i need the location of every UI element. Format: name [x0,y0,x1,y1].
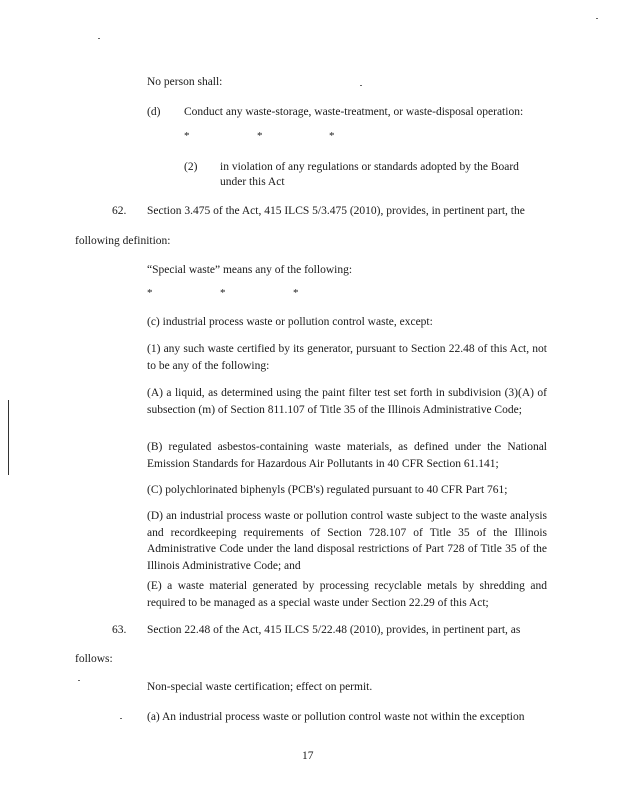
scan-speck [98,38,100,39]
clause-D-text: (D) an industrial process waste or pollution control waste subject to the waste analysis and recordkeeping requirements of Section 728.107 of Title 35 of the Illinois Administrative Code under the land disposal restrictions of Part 728 of Title 35 of the Illinois Administrative Code; and [147,510,547,573]
item-2-line2: under this Act [220,176,285,188]
clause-E-text: (E) a waste material generated by processing recyclable metals by shredding and required to be managed as a special waste under Section 22.29 of this Act; [147,580,547,609]
paragraph-63-line2: follows: [75,653,113,665]
clause-C-text: (C) polychlorinated biphenyls (PCB's) regulated pursuant to 40 CFR Part 761; [147,484,508,496]
paragraph-63-line1: Section 22.48 of the Act, 415 ILCS 5/22.48 (2010), provides, in pertinent part, as [147,624,521,636]
item-d-label: (d) [147,106,161,118]
special-waste-definition: “Special waste” means any of the following: [147,264,353,276]
ellipsis-star-5: * [220,287,226,299]
scan-speck [360,85,362,86]
ellipsis-star-3: * [329,130,335,142]
scan-speck [120,718,122,719]
clause-B-text: (B) regulated asbestos-containing waste materials, as defined under the National Emission Standards for Hazardous Air Pollutants in 40 CFR Section 61.141; [147,441,547,470]
ellipsis-star-4: * [147,287,153,299]
nonspecial-waste-heading: Non-special waste certification; effect on permit. [147,681,373,693]
ellipsis-star-2: * [257,130,263,142]
paragraph-62-line2: following definition: [75,235,171,247]
scan-speck [78,680,80,681]
item-2-line1: in violation of any regulations or standards adopted by the Board [220,161,519,173]
clause-a-text: (a) An industrial process waste or pollution control waste not within the exception [147,711,525,723]
item-d-text: Conduct any waste-storage, waste-treatment, or waste-disposal operation: [184,106,524,118]
clause-c1-text: (1) any such waste certified by its generator, pursuant to Section 22.48 of this Act, not to be any of the following: [147,343,547,372]
paragraph-63-number: 63. [112,624,127,636]
page-number: 17 [302,750,314,762]
paragraph-62-line1: Section 3.475 of the Act, 415 ILCS 5/3.475 (2010), provides, in pertinent part, the [147,205,525,217]
intro-text: No person shall: [147,76,223,88]
paragraph-62-number: 62. [112,205,127,217]
scan-speck [596,18,598,19]
clause-A-text: (A) a liquid, as determined using the paint filter test set forth in subdivision (3)(A) of subsection (m) of Section 811.107 of Title 35 of the Illinois Administrative Code; [147,387,547,416]
scan-edge-mark [8,400,9,475]
clause-c-text: (c) industrial process waste or pollution control waste, except: [147,316,433,328]
item-2-label: (2) [184,161,198,173]
ellipsis-star-1: * [184,130,190,142]
ellipsis-star-6: * [293,287,299,299]
